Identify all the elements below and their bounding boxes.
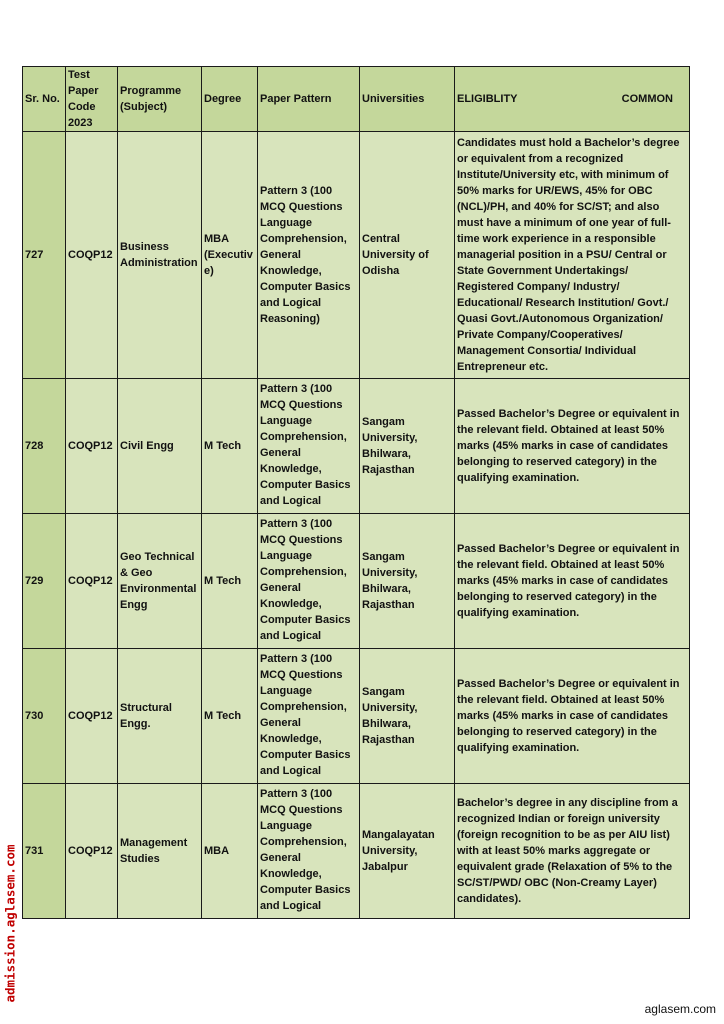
programme-cell: Business Administration [118, 132, 202, 379]
university-cell: Sangam University, Bhilwara, Rajasthan [360, 649, 455, 784]
header-eligibility [455, 67, 690, 132]
university-cell: Sangam University, Bhilwara, Rajasthan [360, 514, 455, 649]
header-universities: Universities [360, 67, 455, 132]
table-row [23, 514, 690, 649]
paper-pattern-cell [258, 649, 360, 784]
sr-no-cell: 727 [23, 132, 66, 379]
paper-code-cell: COQP12 [66, 379, 118, 514]
paper-code-cell: COQP12 [66, 132, 118, 379]
university-cell: Sangam University, Bhilwara, Rajasthan [360, 379, 455, 514]
sr-no-cell: 731 [23, 784, 66, 919]
header-sr-no: Sr. No. [23, 67, 66, 132]
header-degree: Degree [202, 67, 258, 132]
table-row [23, 132, 690, 379]
paper-pattern-cell [258, 379, 360, 514]
degree-cell: M Tech [202, 379, 258, 514]
paper-code-cell: COQP12 [66, 649, 118, 784]
paper-code-cell: COQP12 [66, 514, 118, 649]
header-eligibility-label: ELIGIBLITY [457, 93, 518, 105]
programme-cell: Geo Technical & Geo Environmental Engg [118, 514, 202, 649]
eligibility-cell: Bachelor’s degree in any discipline from a recognized Indian or foreign university (foreign recognition to be as per AIU list) with at least 50% marks aggregate or equivalent grade (Relaxation of 5% to the SC/ST/PWD/ OBC (Non-Creamy Layer) candidates). [455, 784, 690, 919]
degree-cell: MBA [202, 784, 258, 919]
degree-cell: M Tech [202, 649, 258, 784]
programme-cell: Structural Engg. [118, 649, 202, 784]
table-row [23, 379, 690, 514]
university-cell: Central University of Odisha [360, 132, 455, 379]
paper-pattern-cell [258, 784, 360, 919]
paper-pattern-text: Pattern 3 (100 MCQ Questions Language Comprehension, General Knowledge, Computer Basics and Logical [260, 787, 351, 912]
paper-pattern-cell: Pattern 3 (100 MCQ Questions Language Comprehension, General Knowledge, Computer Basics and Logical Reasoning) [258, 132, 360, 379]
sr-no-cell: 728 [23, 379, 66, 514]
header-paper-pattern: Paper Pattern [258, 67, 360, 132]
table-header-row [23, 67, 690, 132]
degree-cell: M Tech [202, 514, 258, 649]
paper-pattern-text: Pattern 3 (100 MCQ Questions Language Comprehension, General Knowledge, Computer Basics and Logical [260, 382, 351, 507]
table-row [23, 784, 690, 919]
table-row [23, 649, 690, 784]
programme-cell: Civil Engg [118, 379, 202, 514]
eligibility-cell: Passed Bachelor’s Degree or equivalent in the relevant field. Obtained at least 50% marks (45% marks in case of candidates belonging to reserved category) in the qualifying examination. [455, 649, 690, 784]
header-programme: Programme (Subject) [118, 67, 202, 132]
paper-pattern-cell [258, 514, 360, 649]
eligibility-table [22, 66, 690, 919]
header-test-paper-code: Test Paper Code 2023 [66, 67, 118, 132]
programme-cell: Management Studies [118, 784, 202, 919]
side-watermark [2, 828, 18, 1018]
eligibility-cell: Candidates must hold a Bachelor’s degree or equivalent from a recognized Institute/University etc, with minimum of 50% marks for UR/EWS, 45% for OBC (NCL)/PH, and 40% for SC/ST; and also must have a minimum of one year of full-time work experience in a responsible managerial position in a PSU/ Central or State Government Undertakings/ Registered Company/ Industry/ Educational/ Research Institution/ Govt./ Quasi Govt./Autonomous Organization/ Private Company/Cooperatives/ Management Consortia/ Individual Entrepreneur etc. [455, 132, 690, 379]
header-common-label: COMMON [621, 93, 673, 105]
side-watermark-text: admission.aglasem.com [2, 843, 18, 1003]
paper-pattern-text: Pattern 3 (100 MCQ Questions Language Comprehension, General Knowledge, Computer Basics and Logical [260, 517, 351, 642]
sr-no-cell: 729 [23, 514, 66, 649]
paper-code-cell: COQP12 [66, 784, 118, 919]
degree-cell: MBA (Executive) [202, 132, 258, 379]
paper-pattern-text: Pattern 3 (100 MCQ Questions Language Comprehension, General Knowledge, Computer Basics and Logical [260, 652, 351, 777]
university-cell: Mangalayatan University, Jabalpur [360, 784, 455, 919]
sr-no-cell: 730 [23, 649, 66, 784]
footer-watermark: aglasem.com [644, 1002, 716, 1016]
eligibility-cell: Passed Bachelor’s Degree or equivalent in the relevant field. Obtained at least 50% marks (45% marks in case of candidates belonging to reserved category) in the qualifying examination. [455, 514, 690, 649]
eligibility-cell: Passed Bachelor’s Degree or equivalent in the relevant field. Obtained at least 50% marks (45% marks in case of candidates belonging to reserved category) in the qualifying examination. [455, 379, 690, 514]
